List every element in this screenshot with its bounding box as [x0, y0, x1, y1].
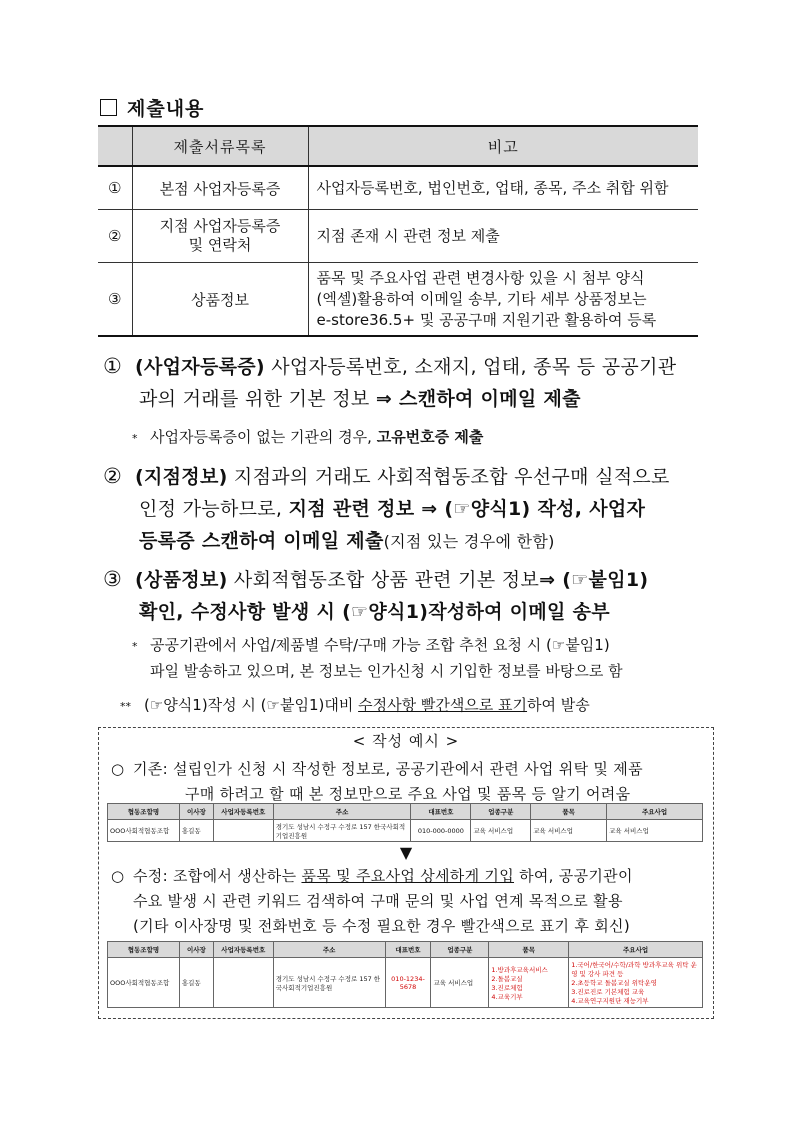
note-business-registration: * 사업자등록증이 없는 기관의 경우, 고유번호증 제출	[132, 428, 484, 446]
note-product-recommend: * 공공기관에서 사업/제품별 수탁/구매 가능 조합 추천 요청 시 (☞붙임1) 파일 발송하고 있으며, 본 정보는 인가신청 시 기입한 정보를 바탕으로 함	[132, 636, 623, 680]
table-row: ① 본점 사업자등록증 사업자등록번호, 법인번호, 업태, 종목, 주소 취합 위함	[98, 166, 698, 210]
table-row: OOO사회적협동조합 홍길동 경기도 성남시 수정구 수정로 157 한국사회적기업진흥원 010-1234-5678 교육 서비스업 1.방과후교육서비스 2.돌봄교실 3.진로체험 4.교육기부 1.국어/한국어/수학/과학 방과후교육 위탁 운영 및 강사 파견 등 2.초등학교 돌봄교실 위탁운영 3.진로진로 기본체험 교육 4.교육연구지원단 재능기부	[108, 958, 703, 1008]
header-doc-list: 제출서류목록	[132, 126, 308, 166]
paragraph-business-registration: ① (사업자등록증) 사업자등록번호, 소재지, 업태, 종목 등 공공기관 과의 거래를 위한 기본 정보 ⇒ 스캔하여 이메일 제출	[103, 354, 677, 410]
example-title: < 작성 예시 >	[352, 732, 460, 750]
paragraph-product-info: ③ (상품정보) 사회적협동조합 상품 관련 기본 정보⇒ (☞붙임1) 확인, 수정사항 발생 시 (☞양식1)작성하여 이메일 송부	[103, 567, 649, 623]
table-header-row: 협동조합명 이사장 사업자등록번호 주소 대표번호 업종구분 품목 주요사업	[108, 942, 703, 958]
down-arrow-icon: ▼	[399, 843, 413, 862]
submission-table	[98, 125, 698, 337]
checkbox-icon	[100, 99, 117, 116]
table-header-row	[98, 126, 698, 166]
note-red-marking: ** (☞양식1)작성 시 (☞붙임1)대비 수정사항 빨간색으로 표기하여 발송	[120, 696, 590, 714]
header-note: 비고	[308, 126, 698, 166]
example-after-table	[107, 941, 703, 1008]
table-row: ② 지점 사업자등록증 및 연락처 지점 존재 시 관련 정보 제출	[98, 210, 698, 263]
table-header-row: 협동조합명 이사장 사업자등록번호 주소 대표번호 업종구분 품목 주요사업	[108, 804, 703, 820]
section-title: 제출내용	[100, 94, 204, 121]
table-row: ③ 상품정보 품목 및 주요사업 관련 변경사항 있을 시 첨부 양식 (엑셀)활용하여 이메일 송부, 기타 세부 상품정보는 e-store36.5+ 및 공공구매 지원기관 활용하여 등록	[98, 263, 698, 337]
paragraph-branch-info: ② (지점정보) 지점과의 거래도 사회적협동조합 우선구매 실적으로 인정 가능하므로, 지점 관련 정보 ⇒ (☞양식1) 작성, 사업자 등록증 스캔하여 이메일 제출(지점 있는 경우에 한함)	[103, 464, 670, 552]
example-box	[98, 727, 714, 1019]
example-before-text: ○ 기존: 설립인가 신청 시 작성한 정보로, 공공기관에서 관련 사업 위탁 및 제품 구매 하려고 할 때 본 정보만으로 주요 사업 및 품목 등 알기 어려움	[111, 760, 643, 803]
example-after-text: ○ 수정: 조합에서 생산하는 품목 및 주요사업 상세하게 기입 하여, 공공기관이 수요 발생 시 관련 키워드 검색하여 구매 문의 및 사업 연계 목적으로 활용 (기타 이사장명 및 전화번호 등 수정 필요한 경우 빨간색으로 표기 후 회신)	[111, 867, 633, 935]
example-before-table	[107, 803, 703, 842]
table-row: OOO사회적협동조합 홍길동 경기도 성남시 수정구 수정로 157 한국사회적기업진흥원 010-000-0000 교육 서비스업 교육 서비스업 교육 서비스업	[108, 820, 703, 842]
